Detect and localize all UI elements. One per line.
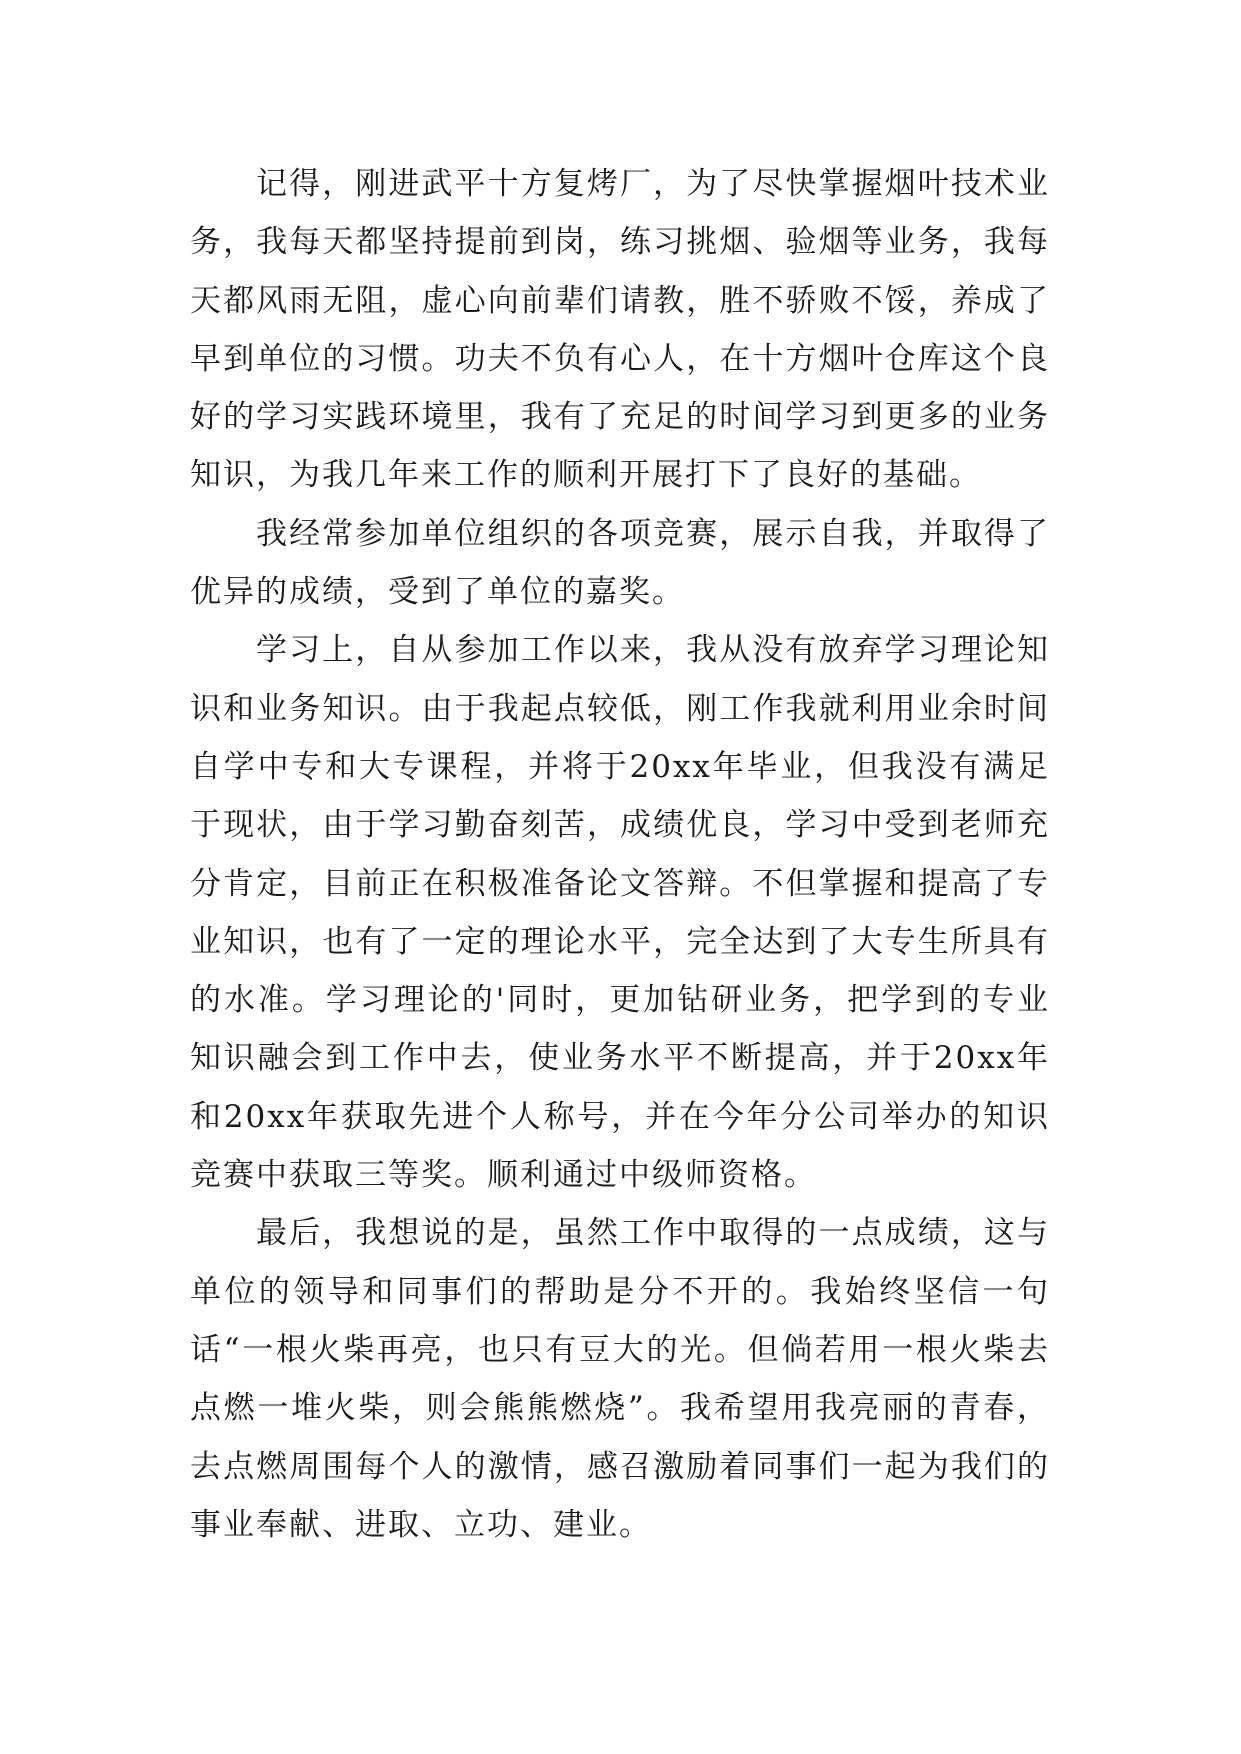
document-body	[190, 155, 1050, 1554]
paragraph-2: 我经常参加单位组织的各项竞赛，展示自我，并取得了优异的成绩，受到了单位的嘉奖。	[190, 515, 1050, 611]
paragraph-1: 记得，刚进武平十方复烤厂，为了尽快掌握烟叶技术业务，我每天都坚持提前到岗，练习挑烟、验烟等业务，我每天都风雨无阻，虚心向前辈们请教，胜不骄败不馁，养成了早到单位的习惯。功夫不负有心人，在十方烟叶仓库这个良好的学习实践环境里，我有了充足的时间学习到更多的业务知识，为我几年来工作的顺利开展打下了良好的基础。	[190, 166, 1050, 494]
paragraph-4: 最后，我想说的是，虽然工作中取得的一点成绩，这与单位的领导和同事们的帮助是分不开的。我始终坚信一句话“一根火柴再亮，也只有豆大的光。但倘若用一根火柴去点燃一堆火柴，则会熊熊燃烧”。我希望用我亮丽的青春，去点燃周围每个人的激情，感召激励着同事们一起为我们的事业奉献、进取、立功、建业。	[190, 1215, 1050, 1543]
paragraph-3: 学习上，自从参加工作以来，我从没有放弃学习理论知识和业务知识。由于我起点较低，刚工作我就利用业余时间自学中专和大专课程，并将于20xx年毕业，但我没有满足于现状，由于学习勤奋刻苦，成绩优良，学习中受到老师充分肯定，目前正在积极准备论文答辩。不但掌握和提高了专业知识，也有了一定的理论水平，完全达到了大专生所具有的水准。学习理论的'同时，更加钻研业务，把学到的专业知识融会到工作中去，使业务水平不断提高，并于20xx年和20xx年获取先进个人称号，并在今年分公司举办的知识竞赛中获取三等奖。顺利通过中级师资格。	[190, 632, 1050, 1194]
